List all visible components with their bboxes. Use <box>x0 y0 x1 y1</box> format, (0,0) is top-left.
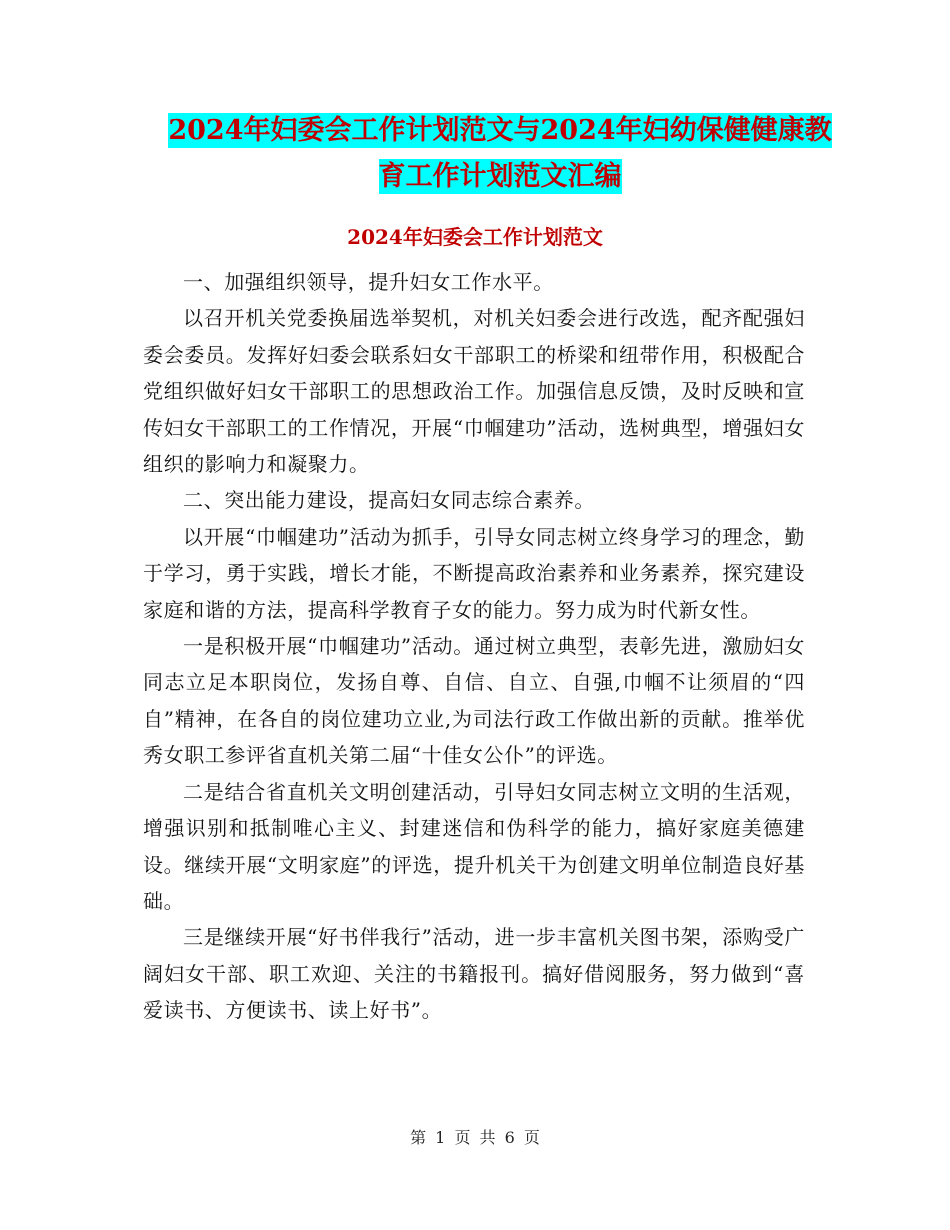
paragraph: 以开展“巾帼建功”活动为抓手，引导女同志树立终身学习的理念，勤于学习，勇于实践，增长才能，不断提高政治素养和业务素养，探究建设家庭和谐的方法，提高科学教育子女的能力。努力成为时代新女性。 <box>143 524 805 622</box>
paragraph: 以召开机关党委换届选举契机，对机关妇委会进行改选，配齐配强妇委会委员。发挥好妇委会联系妇女干部职工的桥梁和纽带作用，积极配合党组织做好妇女干部职工的思想政治工作。加强信息反馈，及时反映和宣传妇女干部职工的工作情况，开展“巾帼建功”活动，选树典型，增强妇女组织的影响力和凝聚力。 <box>143 306 805 477</box>
section-title: 2024年妇委会工作计划范文 <box>347 225 603 249</box>
paragraph: 二是结合省直机关文明创建活动，引导妇女同志树立文明的生活观，增强识别和抵制唯心主义、封建迷信和伪科学的能力，搞好家庭美德建设。继续开展“文明家庭”的评选，提升机关干为创建文明单位制造良好基础。 <box>143 779 805 913</box>
paragraph-heading-1: 一、加强组织领导，提升妇女工作水平。 <box>183 270 554 294</box>
paragraph: 一是积极开展“巾帼建功”活动。通过树立典型，表彰先进，激励妇女同志立足本职岗位，发扬自尊、自信、自立、自强,巾帼不让须眉的“四自”精神，在各自的岗位建功立业,为司法行政工作做出新的贡献。推举优秀女职工参评省直机关第二届“十佳女公仆”的评选。 <box>143 634 805 768</box>
document-title-line-1: 2024年妇委会工作计划范文与2024年妇幼保健健康教 <box>168 115 832 146</box>
paragraph: 三是继续开展“好书伴我行”活动，进一步丰富机关图书架，添购受广阔妇女干部、职工欢迎、关注的书籍报刊。搞好借阅服务，努力做到“喜爱读书、方便读书、读上好书”。 <box>143 925 805 1023</box>
paragraph-heading-2: 二、突出能力建设，提高妇女同志综合素养。 <box>183 488 595 513</box>
page-number-footer: 第 1 页 共 6 页 <box>410 1128 540 1147</box>
document-body <box>143 264 805 1029</box>
document-title-line-2: 育工作计划范文汇编 <box>378 161 622 192</box>
document-title <box>150 108 850 200</box>
